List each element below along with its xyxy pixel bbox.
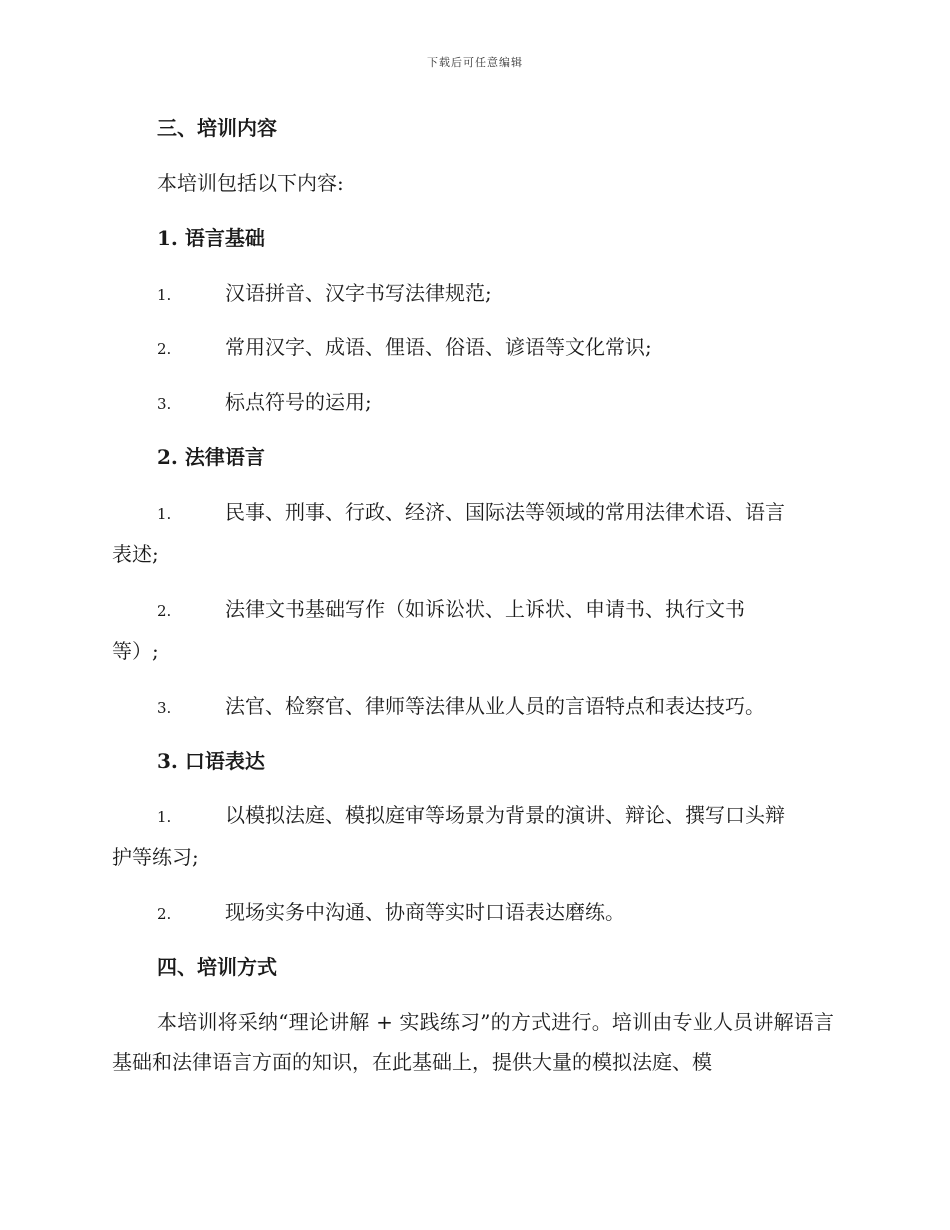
list-item-number: 1.: [157, 505, 172, 523]
list-item-number: 1.: [157, 808, 172, 826]
list-item-number: 2.: [157, 905, 172, 923]
list-item-number: 1.: [157, 286, 172, 304]
list-item: [157, 696, 834, 718]
list-item-continuation: 护等练习;: [112, 845, 199, 869]
list-item-text: 标点符号的运用;: [225, 390, 372, 414]
list-item: [157, 805, 834, 827]
list-item: [157, 337, 834, 359]
list-item: [157, 599, 834, 621]
list-item-text: 现场实务中沟通、协商等实时口语表达磨练。: [225, 900, 625, 924]
list-item-number: 3.: [157, 699, 172, 717]
list-item-text: 民事、刑事、行政、经济、国际法等领域的常用法律术语、语言: [225, 500, 785, 524]
intro-text: 本培训包括以下内容:: [157, 171, 344, 195]
list-item-text: 法官、检察官、律师等法律从业人员的言语特点和表达技巧。: [225, 694, 765, 718]
subheading-language-basics: 1. 语言基础: [157, 226, 265, 250]
list-item-text: 以模拟法庭、模拟庭审等场景为背景的演讲、辩论、撰写口头辩: [225, 803, 785, 827]
list-item: [157, 502, 834, 524]
list-item-text: 法律文书基础写作（如诉讼状、上诉状、申请书、执行文书: [225, 597, 745, 621]
method-paragraph: 本培训将采纳“理论讲解 + 实践练习”的方式进行。培训由专业人员讲解语言基础和法律语言方面的知识，在此基础上，提供大量的模拟法庭、模: [112, 1010, 834, 1074]
list-item-continuation: 表述;: [112, 542, 159, 566]
section-heading-training-content: 三、培训内容: [157, 116, 277, 140]
list-item-number: 3.: [157, 395, 172, 413]
list-item-text: 汉语拼音、汉字书写法律规范;: [225, 281, 492, 305]
section-heading-training-method: 四、培训方式: [157, 955, 277, 979]
list-item: [157, 283, 834, 305]
list-item: [157, 902, 834, 924]
subheading-legal-language: 2. 法律语言: [157, 445, 265, 469]
list-item-number: 2.: [157, 340, 172, 358]
list-item: [157, 392, 834, 414]
subheading-oral-expression: 3. 口语表达: [157, 749, 265, 773]
header-note: 下载后可任意编辑: [427, 56, 523, 69]
list-item-continuation: 等）;: [112, 639, 159, 663]
list-item-number: 2.: [157, 602, 172, 620]
list-item-text: 常用汉字、成语、俚语、俗语、谚语等文化常识;: [225, 335, 652, 359]
